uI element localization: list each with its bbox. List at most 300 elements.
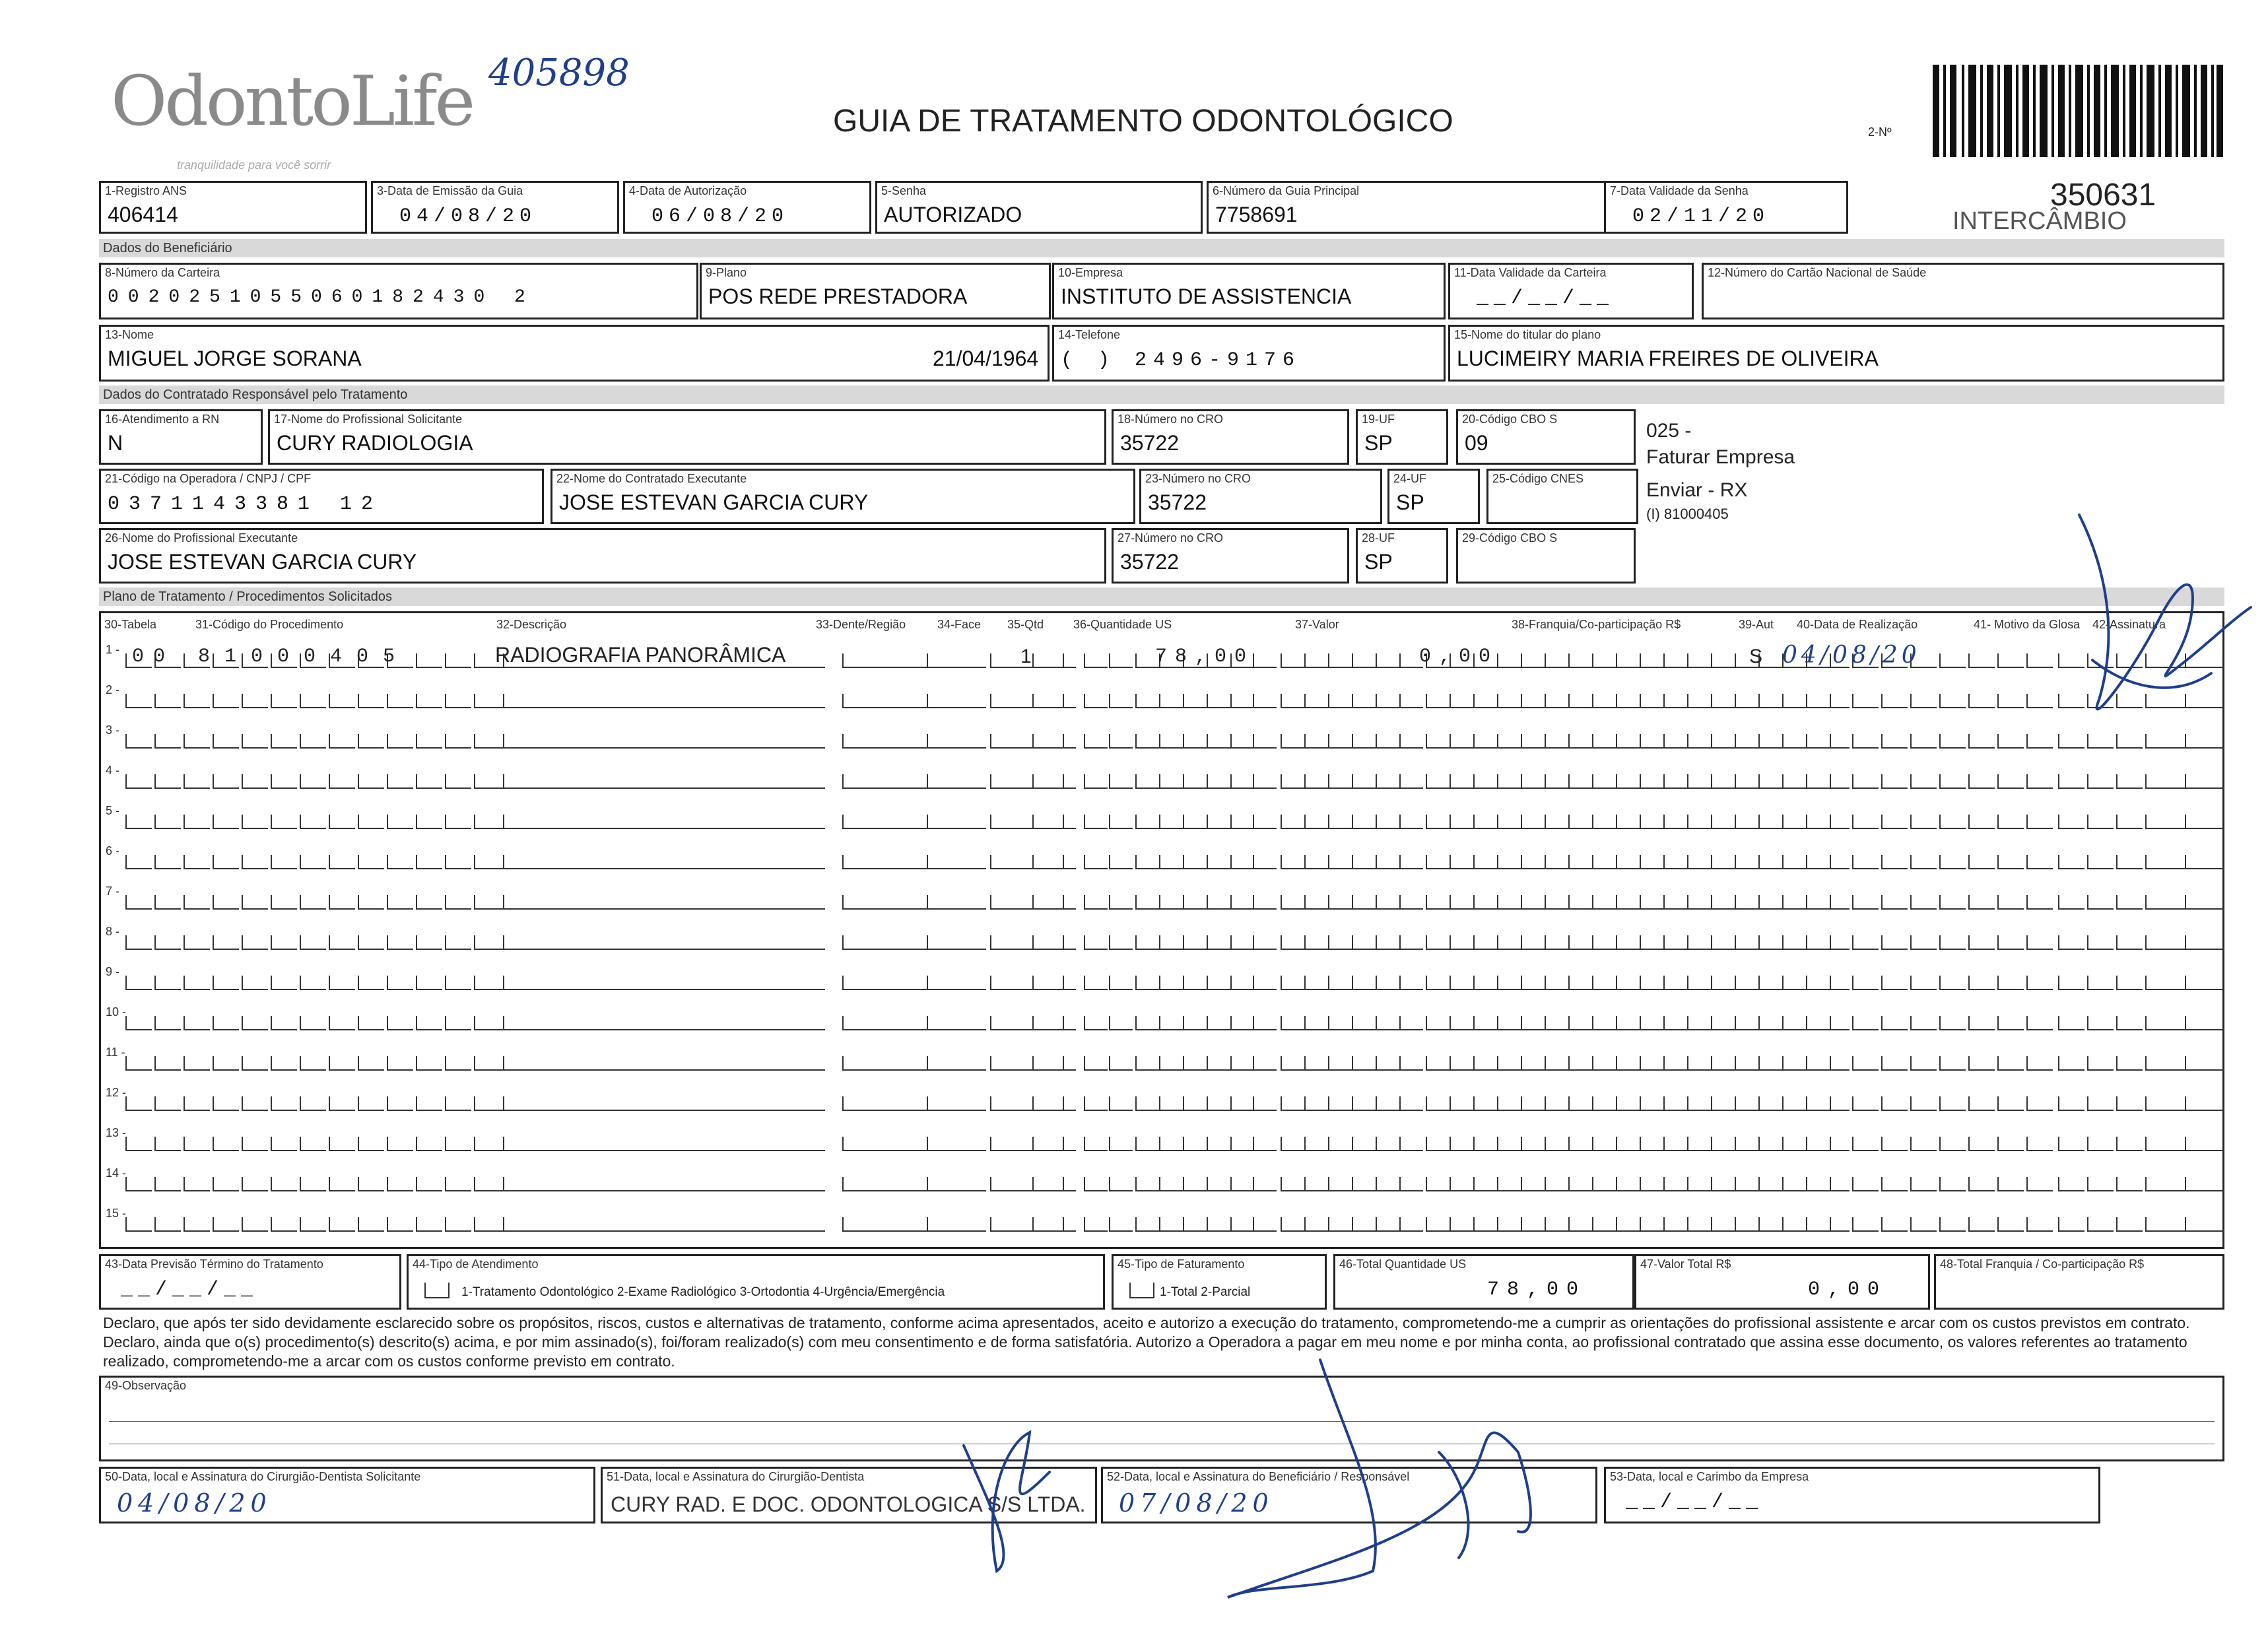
row-cell[interactable] <box>1109 855 1133 869</box>
row-cell[interactable] <box>358 935 384 950</box>
row-cell[interactable] <box>1939 653 1966 668</box>
row-cell[interactable] <box>1592 855 1616 869</box>
row-cell[interactable] <box>1852 1217 1879 1232</box>
row-cell[interactable] <box>2185 1177 2224 1191</box>
row-cell[interactable] <box>1640 855 1663 869</box>
row-cell[interactable] <box>2026 1177 2053 1191</box>
row-cell[interactable] <box>1497 976 1521 990</box>
row-cell[interactable] <box>387 1096 413 1111</box>
row-cell[interactable] <box>1592 734 1616 749</box>
row-cell[interactable] <box>1521 855 1545 869</box>
row-cell[interactable] <box>1135 935 1159 950</box>
row-cell[interactable] <box>1109 1217 1133 1232</box>
row-cell[interactable] <box>1159 694 1183 708</box>
row-cell[interactable] <box>1806 694 1830 708</box>
row-cell[interactable] <box>1782 734 1806 749</box>
row-cell[interactable] <box>1426 694 1450 708</box>
row-cell[interactable] <box>1711 815 1735 829</box>
row-cell[interactable] <box>1711 895 1735 910</box>
row-cell[interactable] <box>1910 694 1937 708</box>
row-cell[interactable] <box>416 653 442 668</box>
row-cell[interactable] <box>1997 694 2024 708</box>
row-cell[interactable] <box>183 774 210 789</box>
row-cell[interactable] <box>242 1096 268 1111</box>
row-cell[interactable] <box>1109 935 1133 950</box>
row-cell[interactable] <box>1352 1177 1376 1191</box>
row-cell[interactable] <box>1281 1096 1304 1111</box>
row-cell[interactable] <box>125 1137 152 1151</box>
row-cell[interactable] <box>1545 1056 1568 1071</box>
row-cell[interactable] <box>1253 1016 1277 1030</box>
row-cell[interactable] <box>1640 1096 1663 1111</box>
row-cell[interactable] <box>1281 1217 1304 1232</box>
row-signature-line[interactable] <box>2145 1069 2218 1071</box>
row-cell[interactable] <box>1376 1056 1399 1071</box>
row-cell[interactable] <box>1830 895 1850 910</box>
row-cell[interactable] <box>1592 1056 1616 1071</box>
row-cell[interactable] <box>1830 1217 1850 1232</box>
row-cell[interactable] <box>2026 1056 2053 1071</box>
row-cell[interactable] <box>1497 1137 1521 1151</box>
row-cell[interactable] <box>1663 694 1687 708</box>
row-cell[interactable] <box>358 895 384 910</box>
row-signature-line[interactable] <box>2145 828 2218 829</box>
row-cell[interactable] <box>1497 653 1521 668</box>
row-cell[interactable] <box>1663 895 1687 910</box>
row-cell[interactable] <box>1426 1217 1450 1232</box>
row-cell[interactable] <box>1852 855 1879 869</box>
row-description-line[interactable] <box>495 908 825 910</box>
row-cell[interactable] <box>2145 1137 2172 1151</box>
row-cell[interactable] <box>2058 1096 2085 1111</box>
row-cell[interactable] <box>1782 976 1806 990</box>
row-cell[interactable] <box>1183 1137 1207 1151</box>
row-cell[interactable] <box>1207 815 1230 829</box>
row-cell[interactable] <box>1473 1137 1497 1151</box>
row-cell[interactable] <box>1806 1016 1830 1030</box>
row-cell[interactable] <box>1135 734 1159 749</box>
row-cell[interactable] <box>1735 1217 1758 1232</box>
row-cell[interactable] <box>1545 1137 1568 1151</box>
row-cell[interactable] <box>1568 815 1592 829</box>
row-cell[interactable] <box>1084 1217 1108 1232</box>
row-cell[interactable] <box>1616 976 1640 990</box>
row-cell[interactable] <box>1426 855 1450 869</box>
row-cell[interactable] <box>2058 1016 2085 1030</box>
row-cell[interactable] <box>271 694 297 708</box>
row-cell[interactable] <box>213 1056 239 1071</box>
row-cell[interactable] <box>1711 734 1735 749</box>
row-cell[interactable] <box>213 815 239 829</box>
row-cell[interactable] <box>1426 895 1450 910</box>
row-cell[interactable] <box>242 1056 268 1071</box>
row-cell[interactable] <box>1758 1137 1782 1151</box>
row-cell[interactable] <box>1568 976 1592 990</box>
row-cell[interactable] <box>2185 1137 2224 1151</box>
row-cell[interactable] <box>503 774 529 789</box>
row-cell[interactable] <box>445 1016 471 1030</box>
row-cell[interactable] <box>1830 774 1850 789</box>
row-cell[interactable] <box>1997 976 2024 990</box>
row-cell[interactable] <box>1711 976 1735 990</box>
row-cell[interactable] <box>1592 774 1616 789</box>
row-cell[interactable] <box>1663 855 1687 869</box>
row-cell[interactable] <box>1592 895 1616 910</box>
row-cell[interactable] <box>1183 734 1207 749</box>
row-cell[interactable] <box>154 1016 181 1030</box>
row-cell[interactable] <box>1968 774 1995 789</box>
row-cell[interactable] <box>2026 815 2053 829</box>
row-cell[interactable] <box>2058 734 2085 749</box>
row-cell[interactable] <box>1426 815 1450 829</box>
row-cell[interactable] <box>213 935 239 950</box>
row-cell[interactable] <box>2026 855 2053 869</box>
row-cell[interactable] <box>1109 1177 1133 1191</box>
row-cell[interactable] <box>2026 1217 2053 1232</box>
row-cell[interactable] <box>1084 694 1108 708</box>
row-cell[interactable] <box>1758 935 1782 950</box>
row-cell[interactable] <box>1281 1137 1304 1151</box>
row-cell[interactable] <box>125 1016 152 1030</box>
row-cell[interactable] <box>1616 935 1640 950</box>
row-cell[interactable] <box>242 1137 268 1151</box>
row-cell[interactable] <box>503 734 529 749</box>
row-cell[interactable] <box>2087 976 2114 990</box>
row-cell[interactable] <box>1426 1096 1450 1111</box>
row-cell[interactable] <box>2185 1056 2224 1071</box>
row-cell[interactable] <box>1497 855 1521 869</box>
row-cell[interactable] <box>154 734 181 749</box>
row-cell[interactable] <box>1735 976 1758 990</box>
row-cell[interactable] <box>1352 653 1376 668</box>
row-cell[interactable] <box>1758 1096 1782 1111</box>
row-cell[interactable] <box>1782 1217 1806 1232</box>
row-cell[interactable] <box>1253 815 1277 829</box>
row-description-line[interactable] <box>495 747 825 749</box>
row-cell[interactable] <box>1758 855 1782 869</box>
row-cell[interactable] <box>1910 1056 1937 1071</box>
row-cell[interactable] <box>1352 976 1376 990</box>
row-cell[interactable] <box>1328 653 1352 668</box>
row-cell[interactable] <box>1304 815 1328 829</box>
row-cell[interactable] <box>1426 935 1450 950</box>
row-cell[interactable] <box>300 935 326 950</box>
row-cell[interactable] <box>927 774 986 789</box>
row-cell[interactable] <box>1450 694 1473 708</box>
row-cell[interactable] <box>1545 855 1568 869</box>
row-cell[interactable] <box>2058 855 2085 869</box>
row-cell[interactable] <box>1687 855 1711 869</box>
row-cell[interactable] <box>242 895 268 910</box>
row-cell[interactable] <box>474 815 500 829</box>
row-cell[interactable] <box>1328 734 1352 749</box>
row-cell[interactable] <box>1399 976 1423 990</box>
row-cell[interactable] <box>1997 734 2024 749</box>
row-cell[interactable] <box>1782 1056 1806 1071</box>
row-cell[interactable] <box>1568 1217 1592 1232</box>
row-cell[interactable] <box>387 1177 413 1191</box>
row-cell[interactable] <box>329 1137 355 1151</box>
row-cell[interactable] <box>1253 1056 1277 1071</box>
row-cell[interactable] <box>2145 855 2172 869</box>
row-cell[interactable] <box>1426 734 1450 749</box>
row-cell[interactable] <box>1830 1177 1850 1191</box>
row-cell[interactable] <box>1426 1177 1450 1191</box>
row-cell[interactable] <box>2116 855 2143 869</box>
row-cell[interactable] <box>1328 774 1352 789</box>
row-cell[interactable] <box>2116 774 2143 789</box>
row-cell[interactable] <box>416 1056 442 1071</box>
row-cell[interactable] <box>1230 694 1254 708</box>
row-cell[interactable] <box>1084 815 1108 829</box>
row-cell[interactable] <box>358 1016 384 1030</box>
row-cell[interactable] <box>1376 895 1399 910</box>
row-cell[interactable] <box>1281 694 1304 708</box>
row-cell[interactable] <box>1881 774 1908 789</box>
row-cell[interactable] <box>1230 1056 1254 1071</box>
row-cell[interactable] <box>1450 1177 1473 1191</box>
row-cell[interactable] <box>1135 1177 1159 1191</box>
row-description-line[interactable] <box>495 949 825 950</box>
row-cell[interactable] <box>1399 1217 1423 1232</box>
row-cell[interactable] <box>927 1016 986 1030</box>
row-cell[interactable] <box>358 1096 384 1111</box>
row-cell[interactable] <box>1281 855 1304 869</box>
row-cell[interactable] <box>1711 1096 1735 1111</box>
row-cell[interactable] <box>183 976 210 990</box>
row-cell[interactable] <box>2145 734 2172 749</box>
row-cell[interactable] <box>387 734 413 749</box>
row-cell[interactable] <box>1159 855 1183 869</box>
row-cell[interactable] <box>1968 1137 1995 1151</box>
row-cell[interactable] <box>2145 976 2172 990</box>
row-cell[interactable] <box>1997 855 2024 869</box>
row-cell[interactable] <box>2185 935 2224 950</box>
row-cell[interactable] <box>503 976 529 990</box>
row-cell[interactable] <box>1735 774 1758 789</box>
row-cell[interactable] <box>927 935 986 950</box>
row-cell[interactable] <box>1084 734 1108 749</box>
row-cell[interactable] <box>474 774 500 789</box>
row-cell[interactable] <box>1135 1217 1159 1232</box>
row-cell[interactable] <box>1735 694 1758 708</box>
row-cell[interactable] <box>1521 976 1545 990</box>
row-cell[interactable] <box>2116 815 2143 829</box>
row-cell[interactable] <box>1473 774 1497 789</box>
row-cell[interactable] <box>1352 734 1376 749</box>
row-cell[interactable] <box>1230 1016 1254 1030</box>
row-cell[interactable] <box>1450 976 1473 990</box>
row-cell[interactable] <box>1253 1096 1277 1111</box>
row-cell[interactable] <box>1806 1096 1830 1111</box>
row-cell[interactable] <box>1230 774 1254 789</box>
row-cell[interactable] <box>1399 694 1423 708</box>
row-cell[interactable] <box>387 1217 413 1232</box>
row-cell[interactable] <box>183 895 210 910</box>
row-cell[interactable] <box>1328 1016 1352 1030</box>
row-cell[interactable] <box>242 774 268 789</box>
row-cell[interactable] <box>1663 1177 1687 1191</box>
row-cell[interactable] <box>358 855 384 869</box>
row-cell[interactable] <box>1084 895 1108 910</box>
row-cell[interactable] <box>1521 1016 1545 1030</box>
row-cell[interactable] <box>1207 855 1230 869</box>
row-cell[interactable] <box>1806 935 1830 950</box>
row-cell[interactable] <box>1109 1137 1133 1151</box>
row-cell[interactable] <box>1376 815 1399 829</box>
row-cell[interactable] <box>1084 1096 1108 1111</box>
row-cell[interactable] <box>1616 1137 1640 1151</box>
row-cell[interactable] <box>2026 935 2053 950</box>
row-cell[interactable] <box>1032 1217 1059 1232</box>
row-cell[interactable] <box>1450 734 1473 749</box>
row-cell[interactable] <box>1376 734 1399 749</box>
row-cell[interactable] <box>1806 1177 1830 1191</box>
row-cell[interactable] <box>300 1096 326 1111</box>
row-cell[interactable] <box>358 1217 384 1232</box>
row-cell[interactable] <box>1253 895 1277 910</box>
row-cell[interactable] <box>1399 1096 1423 1111</box>
row-cell[interactable] <box>213 734 239 749</box>
row-cell[interactable] <box>300 1137 326 1151</box>
row-cell[interactable] <box>242 1016 268 1030</box>
row-cell[interactable] <box>1616 694 1640 708</box>
row-cell[interactable] <box>1735 1177 1758 1191</box>
row-cell[interactable] <box>1109 895 1133 910</box>
row-cell[interactable] <box>1663 935 1687 950</box>
row-cell[interactable] <box>1997 1137 2024 1151</box>
row-cell[interactable] <box>1663 1096 1687 1111</box>
row-cell[interactable] <box>1207 694 1230 708</box>
row-cell[interactable] <box>1830 855 1850 869</box>
row-cell[interactable] <box>1968 1217 1995 1232</box>
row-cell[interactable] <box>1852 1016 1879 1030</box>
row-cell[interactable] <box>1939 1137 1966 1151</box>
row-cell[interactable] <box>1450 1096 1473 1111</box>
row-cell[interactable] <box>1304 694 1328 708</box>
row-cell[interactable] <box>329 855 355 869</box>
row-cell[interactable] <box>1687 1137 1711 1151</box>
row-cell[interactable] <box>1939 1177 1966 1191</box>
row-cell[interactable] <box>1640 734 1663 749</box>
row-cell[interactable] <box>1328 935 1352 950</box>
row-cell[interactable] <box>1663 653 1687 668</box>
row-cell[interactable] <box>1521 895 1545 910</box>
row-cell[interactable] <box>445 1177 471 1191</box>
row-cell[interactable] <box>271 1217 297 1232</box>
row-description-line[interactable] <box>495 1069 825 1071</box>
row-cell[interactable] <box>1426 1056 1450 1071</box>
row-cell[interactable] <box>1568 855 1592 869</box>
row-cell[interactable] <box>154 855 181 869</box>
row-cell[interactable] <box>927 1177 986 1191</box>
row-cell[interactable] <box>1663 976 1687 990</box>
row-cell[interactable] <box>1063 1177 1076 1191</box>
row-cell[interactable] <box>1281 734 1304 749</box>
row-cell[interactable] <box>154 935 181 950</box>
row-cell[interactable] <box>1253 653 1277 668</box>
row-cell[interactable] <box>1758 1217 1782 1232</box>
row-cell[interactable] <box>183 1217 210 1232</box>
row-cell[interactable] <box>1939 855 1966 869</box>
row-cell[interactable] <box>2185 774 2224 789</box>
row-cell[interactable] <box>358 694 384 708</box>
row-cell[interactable] <box>2116 1137 2143 1151</box>
row-signature-line[interactable] <box>2145 908 2218 910</box>
row-cell[interactable] <box>125 734 152 749</box>
row-cell[interactable] <box>1663 734 1687 749</box>
row-cell[interactable] <box>1304 976 1328 990</box>
row-cell[interactable] <box>242 815 268 829</box>
row-cell[interactable] <box>1183 1016 1207 1030</box>
row-cell[interactable] <box>1545 815 1568 829</box>
row-cell[interactable] <box>1328 694 1352 708</box>
row-cell[interactable] <box>154 1096 181 1111</box>
row-cell[interactable] <box>2145 1096 2172 1111</box>
row-cell[interactable] <box>300 774 326 789</box>
row-cell[interactable] <box>154 895 181 910</box>
row-cell[interactable] <box>2026 653 2053 668</box>
row-cell[interactable] <box>927 1217 986 1232</box>
row-cell[interactable] <box>1521 774 1545 789</box>
row-cell[interactable] <box>1281 1177 1304 1191</box>
row-cell[interactable] <box>1183 815 1207 829</box>
row-cell[interactable] <box>1616 815 1640 829</box>
row-cell[interactable] <box>271 1056 297 1071</box>
row-cell[interactable] <box>1328 1096 1352 1111</box>
row-cell[interactable] <box>213 1137 239 1151</box>
row-cell[interactable] <box>1830 734 1850 749</box>
row-cell[interactable] <box>1568 1096 1592 1111</box>
row-cell[interactable] <box>1782 1016 1806 1030</box>
row-cell[interactable] <box>445 694 471 708</box>
row-cell[interactable] <box>1159 815 1183 829</box>
row-cell[interactable] <box>1084 774 1108 789</box>
row-cell[interactable] <box>1109 653 1133 668</box>
row-cell[interactable] <box>1616 1217 1640 1232</box>
row-cell[interactable] <box>1640 1177 1663 1191</box>
row-description-line[interactable] <box>495 787 825 789</box>
row-description-line[interactable] <box>495 1190 825 1191</box>
row-cell[interactable] <box>1910 935 1937 950</box>
row-cell[interactable] <box>242 734 268 749</box>
row-cell[interactable] <box>1183 976 1207 990</box>
row-cell[interactable] <box>271 1096 297 1111</box>
row-cell[interactable] <box>1207 734 1230 749</box>
row-cell[interactable] <box>1881 1137 1908 1151</box>
row-cell[interactable] <box>1253 774 1277 789</box>
row-description-line[interactable] <box>495 1029 825 1030</box>
row-cell[interactable] <box>1084 855 1108 869</box>
row-cell[interactable] <box>1852 734 1879 749</box>
row-cell[interactable] <box>1640 935 1663 950</box>
row-cell[interactable] <box>1281 1056 1304 1071</box>
row-cell[interactable] <box>1782 935 1806 950</box>
row-cell[interactable] <box>1663 1217 1687 1232</box>
row-cell[interactable] <box>1426 976 1450 990</box>
row-cell[interactable] <box>1230 935 1254 950</box>
row-cell[interactable] <box>445 1137 471 1151</box>
row-cell[interactable] <box>474 976 500 990</box>
row-cell[interactable] <box>1450 1137 1473 1151</box>
row-cell[interactable] <box>1616 1016 1640 1030</box>
row-cell[interactable] <box>1545 895 1568 910</box>
row-cell[interactable] <box>1207 1096 1230 1111</box>
row-cell[interactable] <box>300 694 326 708</box>
row-cell[interactable] <box>2145 1217 2172 1232</box>
row-cell[interactable] <box>183 935 210 950</box>
row-cell[interactable] <box>2058 774 2085 789</box>
